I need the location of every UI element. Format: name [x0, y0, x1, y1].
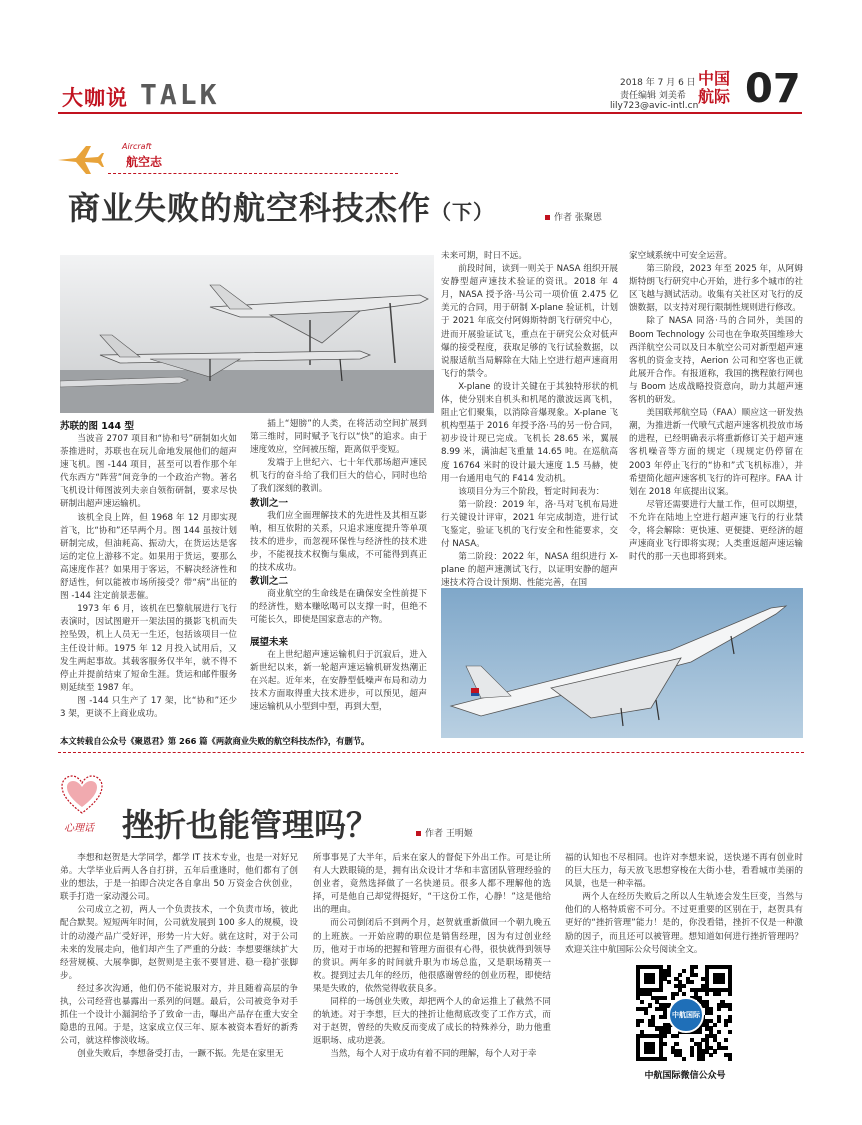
article2-col1-para: 经过多次沟通，他们仍不能说服对方，并且随着高层的争执，公司经营也暴露出一系列的问题。最后，公司被竞争对手抓住一个设计小漏洞给予了致命一击，曝出产品存在重大安全隐患的丑闻。于是，这家成立仅三年、原本被资本看好的新秀公司，就这样惨淡收场。	[60, 983, 298, 1047]
article1-col1-para: 该机全良上阵，但 1968 年 12 月即实现首飞，比“协和”还早两个月。图 144 虽按计划研制完成，但油耗高、振动大，在货运达是客运的定位上游移不定。如果用于货运，要那么高速度作甚？如果用于客运，不解决经济性和舒适性，何以能被市场所接受？带“病”出征的图 -144 注定前景悲催。	[60, 512, 237, 602]
paper-logo	[693, 70, 735, 106]
qr-module	[701, 1057, 705, 1061]
qr-module	[690, 1053, 694, 1057]
issue-date: 2018 年 7 月 6 日	[620, 78, 696, 88]
qr-module	[694, 973, 698, 977]
lesson1-text: 我们应全面理解技术的先进性及其相互影响，相互依附的关系，只追求速度提升等单项技术的进步，而忽视环保性与经济性的技术进步，不能视技术权衡与集成，不可能得到真正的技术成功。	[250, 510, 427, 574]
article1-col3-para: X-plane 的设计关键在于其独特形状的机体，使分别来自机头和机尾的激波远离飞机，阻止它们聚集，以消除音爆现象。X-plane 飞机构型基于 2016 年授予洛·马的另一份合同，初步设计现已完成。飞机长 28.65 米，翼展 8.99 米，满油起飞重量 14.65 吨。在巡航高度 16764 米时的设计最大速度 1.5 马赫，使用一台通用电气的 F414 发动机。	[441, 381, 618, 484]
article1-col4-para: 尽管还需要进行大量工作，但可以期望，不允许在陆地上空进行超声速飞行的行业禁令，将会解除：更快速、更便捷、更经济的超声速商业飞行即将实现；人类重返超声速运输时代的那一天也即将到来。	[629, 499, 803, 563]
paper-logo-line2: 航际	[697, 87, 730, 106]
article1-author	[545, 210, 602, 223]
airplane-icon	[56, 144, 104, 174]
header-rule	[58, 112, 802, 114]
editor-email: lily723@avic-intl.cn	[610, 101, 699, 111]
article1-title-main: 商业失败的航空科技杰作	[68, 189, 432, 227]
qr-module	[717, 1007, 721, 1011]
qr-module	[682, 969, 686, 973]
article1-title-suffix: （下）	[431, 200, 495, 224]
column-badge	[56, 140, 186, 178]
qr-module	[720, 980, 724, 984]
article2-col3-para: 福的认知也不尽相同。也许对李想来说，送快递不再有创业时的巨大压力，每天放飞思想穿梭在大街小巷，看看城市美丽的风景，也是一种幸福。	[565, 853, 803, 890]
heart-badge-icon	[60, 775, 104, 815]
qr-module	[644, 1011, 648, 1015]
qr-module	[717, 1019, 721, 1023]
qr-module	[728, 1007, 732, 1011]
qr-module	[724, 1023, 728, 1027]
tu144-photo-caption: 苏联的图 144 型	[60, 421, 134, 432]
qr-module	[651, 1049, 655, 1053]
article1-col3	[441, 250, 618, 590]
qr-module	[659, 988, 663, 992]
article1-col4-para: 除了 NASA 同洛·马的合同外，美国的 Boom Technology 公司也在争取英国维珍大西洋航空公司以及日本航空公司对新型超声速客机的资金支持，Aerion 公司和空客也正就此展开合作。有报道称，我国的携程旅行网也与 Boom 达成战略投资意向，助力其超声速客机的研发。	[629, 316, 803, 406]
qr-module	[682, 984, 686, 988]
qr-module	[636, 1023, 640, 1027]
qr-module	[724, 1038, 728, 1042]
article2-col2-para: 而公司倒闭后不到两个月，赵贺就重新做回一个朝九晚五的上班族。一开始应聘的职位是销售经理，因为有过创业经历，他对于市场的把握和管理方面很有心得，很快就得到领导的赏识。两年多的时间就升职为市场总监，又是职场精英一枚。提到过去几年的经历，他很感谢曾经的创业历程，即使结果是失败的，依然觉得收获良多。	[313, 918, 551, 994]
qr-module	[648, 1003, 652, 1007]
qr-module	[728, 992, 732, 996]
article2-col1-para: 公司成立之初，两人一个负责技术，一个负责市场，彼此配合默契。短短两年时间，公司就发展到 100 多人的规模，设计的动漫产品广受好评，形势一片大好。就在这时，对于公司未来的发展走向，他们却产生了严重的分歧：李想要继续扩大经营规模、大展拳脚，赵贺则是主张不要冒进、稳一稳扩张脚步。	[60, 905, 298, 981]
page-number: 07	[745, 66, 801, 112]
qr-module	[651, 980, 655, 984]
article2-col1-para: 创业失败后，李想备受打击，一蹶不振。先是在家里无	[77, 1049, 284, 1060]
outlook-heading: 展望未来	[250, 636, 289, 648]
lesson2-heading: 教训之二	[250, 576, 289, 588]
qr-center-badge	[668, 997, 704, 1033]
qr-caption: 中航国际微信公众号	[644, 1071, 726, 1081]
lesson1-heading: 教训之一	[250, 497, 289, 509]
qr-module	[697, 1030, 701, 1034]
qr-module	[674, 992, 678, 996]
qr-module	[705, 992, 709, 996]
qr-module	[728, 1057, 732, 1061]
article2-col2-para: 当然，每个人对于成功有着不同的理解，每个人对于幸	[330, 1049, 537, 1060]
article1-col1-para: 1973 年 6 月，该机在巴黎航展进行飞行表演时，因试图避开一架法国的摄影飞机而失控坠毁，机上人员无一生还，包括该项目一位主任设计师。1975 年 12 月投入试用后，又发生两起事故。其载客服务仅半年，就不得不停止并提前结束了短命生涯。货运和邮件服务则延续至 1987 年。	[60, 604, 237, 693]
article1-source-note: 本文转载自公众号《聚恩君》第 266 篇《两款商业失败的航空科技杰作》，有删节。	[60, 736, 370, 746]
article1-col1-para: 当波音 2707 项目和“协和号”研制如火如荼推进时，苏联也在玩儿命地发展他们的超声速飞机。图 -144 项目，甚至可以看作那个年代东西方“阵营”间竞争的一个政治产物。著名飞机设计师图波列夫亲自领衔研制，要求尽快研制出超声速运输机。	[60, 434, 237, 510]
qr-module	[674, 1034, 678, 1038]
column-en: Aircraft	[122, 142, 152, 151]
red-square-bullet-icon	[545, 215, 550, 220]
article1-col3-para: 前段时间，读到一则关于 NASA 组织开展安静型超声速技术验证的资讯。2018 年 4 月，NASA 授予洛·马公司一项价值 2.475 亿美元的合同，用于研制 X-plane 验证机，计划于 2021 年底交付阿姆斯特朗飞行研究中心，进而开展验证试飞，重点在于研究公众对低声爆的接受程度，获取足够的飞行试验数据，以说服适航当局解除在大陆上空进行超声速商用飞行的禁令。	[441, 264, 618, 379]
tu144-flight-photo	[441, 588, 803, 738]
article1-col4-para: 美国联邦航空局（FAA）顺应这一研发热潮，为推进新一代喷气式超声速客机投放市场的进程，已经明确表示将重新修订关于超声速客机噪音等方面的规定（现规定仍停留在 2003 年停止飞行的“协和”式飞机标准），并希望简化超声速客机飞行的许可程序。FAA 计划在 2018 年底提出议案。	[629, 408, 803, 497]
qr-module	[694, 965, 698, 969]
article-divider	[58, 752, 804, 754]
issue-editor: 责任编辑 刘美希	[620, 91, 686, 101]
qr-module	[724, 1046, 728, 1050]
article2-col1	[60, 852, 298, 1062]
column-cn: 航空志	[126, 155, 163, 169]
article2-author	[416, 826, 473, 839]
outlook-text: 在上世纪超声速运输机归于沉寂后，进入新世纪以来，新一轮超声速运输机研发热潮正在兴起。近年来，在安静型低噪声布局和动力技术方面取得重大技术进步，可以预见，超声速运输机从小型到中型，再到大型，	[250, 649, 427, 712]
article1-col3-para: 未来可期，时日不远。	[441, 251, 527, 261]
qr-module	[682, 992, 686, 996]
qr-module	[640, 1019, 644, 1023]
article1-author-text: 作者 张聚恩	[554, 213, 602, 223]
qr-badge-label: 中航国际	[672, 1011, 700, 1019]
article1-col3-para: 该项目分为三个阶段，暂定时间表为：	[458, 486, 605, 497]
article1-col2	[250, 418, 427, 714]
qr-module	[682, 1057, 686, 1061]
article2-author-text: 作者 王明姬	[425, 829, 473, 839]
qr-module	[640, 1000, 644, 1004]
lesson2-text: 商业航空的生命线是在确保安全性前提下的经济性，赔本赚吆喝可以支撑一时，但绝不可能长久，即使是国家意志的产物。	[250, 589, 427, 626]
article2-col2	[313, 852, 551, 1062]
article1-col3-para: 第一阶段：2019 年，洛·马对飞机布局进行关键设计评审，2021 年完成制造，进行试飞鉴定，验证飞机的飞行安全和性能要求，交付 NASA。	[441, 499, 618, 550]
section-name-en: TALK	[140, 78, 220, 111]
article1-col4-para: 家空域系统中可安全运营。	[629, 251, 733, 261]
article1-col2-intro: 插上“翅膀”的人类，在将活动空间扩展到第三维时，同时赋予飞行以“快”的追求。由于速度效应，空间被压缩，距离似乎变短。	[250, 419, 427, 456]
article1-title	[68, 183, 494, 229]
qr-module	[709, 1053, 713, 1057]
qr-module	[663, 1057, 667, 1061]
qr-module	[667, 973, 671, 977]
article1-col2-para2: 发端于上世纪六、七十年代那场超声速民机飞行的奋斗给了我们巨大的信心，同时也给了我们深刻的教训。	[250, 458, 427, 495]
qr-module	[709, 1011, 713, 1015]
column-rule	[108, 173, 398, 175]
qr-module	[663, 1042, 667, 1046]
qr-module	[717, 1030, 721, 1034]
article2-title: 挫折也能管理吗？	[122, 806, 379, 844]
article1-col1	[60, 433, 237, 721]
article1-col4	[629, 250, 803, 564]
red-square-bullet-icon	[416, 831, 421, 836]
qr-module	[690, 980, 694, 984]
qr-module	[663, 996, 667, 1000]
qr-module	[728, 1019, 732, 1023]
paper-logo-line1: 中国	[697, 69, 730, 88]
article2-col2-para: 同样的一场创业失败，却把两个人的命运推上了截然不同的轨迹。对于李想，巨大的挫折让他彻底改变了工作方式，而对于赵贺，曾经的失败反而变成了成长的特殊养分，助力他重返职场、成功逆袭。	[313, 997, 551, 1047]
article1-col3-para: 第二阶段：2022 年，NASA 组织进行 X-plane 的超声速测试飞行，以证明安静的超声速技术符合设计预期、性能完善，在国	[441, 552, 618, 589]
qr-module	[717, 992, 721, 996]
qr-module	[663, 1015, 667, 1019]
qr-module	[667, 980, 671, 984]
column2-badge-label: 心理话	[64, 823, 94, 834]
qr-module	[713, 1023, 717, 1027]
article2-col3-para: 两个人在经历失败后之所以人生轨迹会发生巨变，当然与他们的人格特质密不可分。不过更重要的区别在于，赵贺具有更好的“挫折管理”能力！是的，你没看错，挫折不仅是一种激励的因子，而且还可以被管理。想知道如何进行挫折管理吗？欢迎关注中航国际公众号阅读全文。	[565, 892, 803, 955]
article2-col2-para: 所事事晃了大半年，后来在家人的督促下外出工作。可是让所有人大跌眼镜的是，拥有出众设计才华和丰富团队管理经验的创业者，竟然选择做了一名快递员。很多人都不理解他的选择，可是他自己却觉得挺好，“干这份工作，心静！”这是他给出的理由。	[313, 853, 551, 916]
heart-badge	[60, 775, 108, 837]
section-name-cn: 大咖说	[62, 86, 128, 110]
article1-col1-para: 图 -144 只生产了 17 架，比“协和”还少 3 架，更谈不上商业成功。	[60, 695, 237, 719]
article1-col4-para: 第三阶段，2023 年至 2025 年，从阿姆斯特朗飞行研究中心开始，进行多个城市的社区飞越与测试活动。收集有关社区对飞行的反馈数据，以支持对现行限制性规则进行修改。	[629, 264, 803, 314]
qr-module	[678, 973, 682, 977]
qr-module	[663, 1034, 667, 1038]
article2-col1-para: 李想和赵贺是大学同学，都学 IT 技术专业，也是一对好兄弟。大学毕业后两人各自打拼，五年后重逢时，他们都有了创业的想法，于是一拍即合决定各自拿出 50 万资金合伙创业，联手打造一家动漫公司。	[60, 853, 298, 903]
qr-module	[713, 1049, 717, 1053]
qr-module	[728, 1030, 732, 1034]
tu144-photo	[60, 255, 434, 413]
qr-module	[674, 1042, 678, 1046]
article2-col3	[565, 852, 803, 957]
qr-module	[671, 996, 675, 1000]
